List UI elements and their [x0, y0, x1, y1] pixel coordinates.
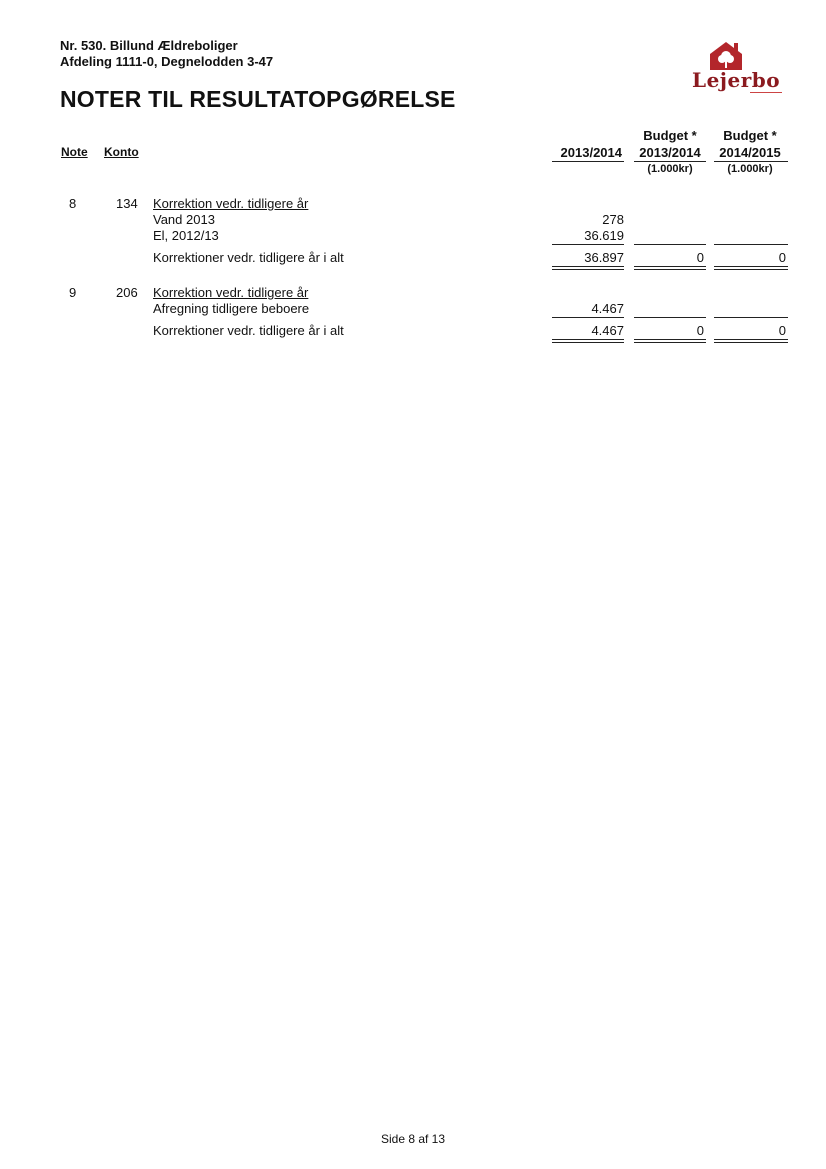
budget-value-2014-2015: 0	[778, 250, 786, 265]
header-rule-3	[714, 161, 788, 162]
total-rule-double	[634, 269, 706, 270]
header-rule-1	[552, 161, 624, 162]
page-title: NOTER TIL RESULTATOPGØRELSE	[60, 86, 456, 112]
line-value: 36.619	[584, 228, 624, 243]
budget-value-2013-2014: 0	[696, 250, 704, 265]
note-heading: Korrektion vedr. tidligere år	[153, 285, 309, 300]
subtotal-rule	[634, 317, 706, 318]
budget-value-2014-2015: 0	[778, 323, 786, 338]
header-line-2: Afdeling 1111-0, Degnelodden 3-47	[60, 54, 274, 69]
subtotal-rule	[714, 244, 788, 245]
total-rule-double	[714, 266, 788, 267]
col-header-budget2-unit: (1.000kr)	[727, 163, 773, 175]
total-rule-double	[552, 269, 624, 270]
line-label: El, 2012/13	[153, 228, 219, 243]
konto-number: 206	[116, 285, 138, 300]
total-rule-double	[634, 339, 706, 340]
subtotal-rule	[634, 244, 706, 245]
page-number: Side 8 af 13	[380, 1132, 446, 1146]
budget-value-2013-2014: 0	[696, 323, 704, 338]
total-rule-double	[634, 266, 706, 267]
note-heading: Korrektion vedr. tidligere år	[153, 196, 309, 211]
total-rule-double	[552, 339, 624, 340]
konto-number: 134	[116, 196, 138, 211]
col-header-budget2-year: 2014/2015	[719, 145, 781, 160]
header-line-1: Nr. 530. Billund Ældreboliger	[60, 38, 238, 53]
total-rule-double	[714, 342, 788, 343]
lejerbo-logo	[692, 40, 784, 96]
col-header-2013-2014: 2013/2014	[560, 145, 622, 160]
col-header-budget2-top: Budget *	[723, 128, 777, 143]
total-rule-double	[552, 266, 624, 267]
total-value: 36.897	[584, 250, 624, 265]
subtotal-rule	[552, 244, 624, 245]
col-header-budget1-unit: (1.000kr)	[647, 163, 693, 175]
total-label: Korrektioner vedr. tidligere år i alt	[153, 250, 344, 265]
subtotal-rule	[714, 317, 788, 318]
logo-underline	[750, 92, 782, 93]
total-rule-double	[634, 342, 706, 343]
line-value: 4.467	[591, 301, 624, 316]
line-value: 278	[602, 212, 624, 227]
col-header-konto: Konto	[104, 145, 139, 159]
total-label: Korrektioner vedr. tidligere år i alt	[153, 323, 344, 338]
col-header-budget1-top: Budget *	[643, 128, 697, 143]
header-rule-2	[634, 161, 706, 162]
line-label: Vand 2013	[153, 212, 215, 227]
total-value: 4.467	[591, 323, 624, 338]
col-header-budget1-year: 2013/2014	[639, 145, 701, 160]
document-header	[60, 38, 273, 70]
total-rule-double	[714, 339, 788, 340]
note-number: 8	[69, 196, 77, 211]
subtotal-rule	[552, 317, 624, 318]
logo-wordmark: Lejerbo	[692, 68, 781, 92]
col-header-note: Note	[61, 145, 88, 159]
total-rule-double	[714, 269, 788, 270]
note-number: 9	[69, 285, 77, 300]
total-rule-double	[552, 342, 624, 343]
line-label: Afregning tidligere beboere	[153, 301, 310, 316]
